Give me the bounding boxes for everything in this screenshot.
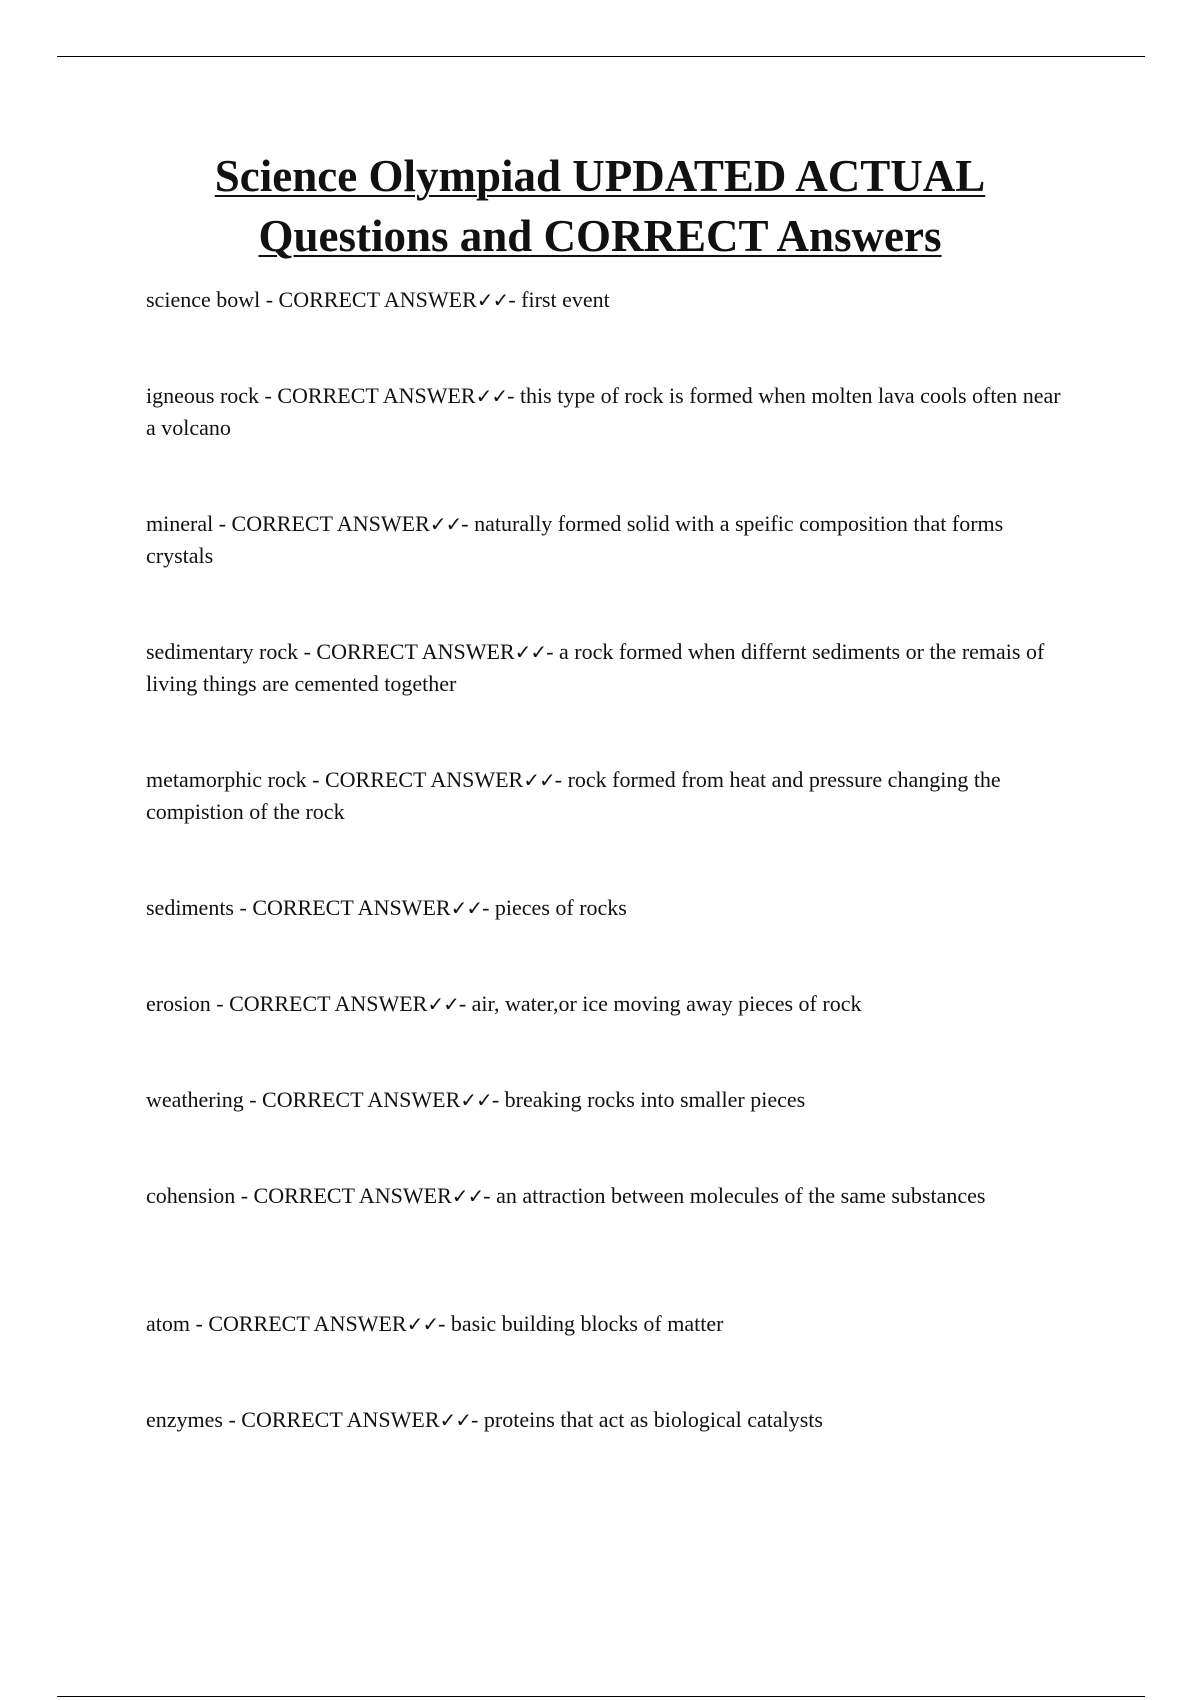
entry-definition: a rock formed when differnt sediments or the remais of living things are cemented together [146,639,1045,696]
answer-label: - CORRECT ANSWER [213,511,430,536]
check-mark-icon: ✓✓ [475,384,508,408]
title-line-2: Questions and CORRECT Answers [258,211,942,261]
answer-label: - CORRECT ANSWER [222,1407,440,1432]
list-item [146,284,1066,380]
entry-definition: breaking rocks into smaller pieces [504,1087,806,1112]
separator: - [482,895,495,920]
answer-label: - CORRECT ANSWER [243,1087,461,1112]
entry-term: mineral [146,511,214,536]
bottom-rule [57,1696,1145,1697]
entry-term: igneous rock [146,383,260,408]
entry-definition: this type of rock is formed when molten lava cools often near a volcano [146,383,1061,440]
list-item [146,636,1066,764]
answer-label: - CORRECT ANSWER [234,895,451,920]
check-mark-icon: ✓✓ [451,1184,484,1208]
list-item [146,508,1066,636]
check-mark-icon: ✓✓ [429,512,462,536]
answer-label: - CORRECT ANSWER [306,767,524,792]
entry-term: cohension [146,1183,236,1208]
check-mark-icon: ✓✓ [476,288,509,312]
top-rule [57,56,1145,57]
entry-term: atom [146,1311,190,1336]
check-mark-icon: ✓✓ [406,1312,439,1336]
answer-label: - CORRECT ANSWER [210,991,428,1016]
page-title [100,146,1100,266]
answer-label: - CORRECT ANSWER [235,1183,452,1208]
answer-label: - CORRECT ANSWER [190,1311,407,1336]
answer-label: - CORRECT ANSWER [260,287,477,312]
list-item [146,1180,1066,1308]
separator: - [458,991,472,1016]
list-item [146,764,1066,892]
check-mark-icon: ✓✓ [523,768,555,792]
entry-definition: naturally formed solid with a speific composition that forms crystals [146,511,1004,568]
entry-term: weathering [146,1087,244,1112]
check-mark-icon: ✓✓ [460,1088,492,1112]
entry-term: sediments [146,895,234,920]
separator: - [438,1311,451,1336]
list-item [146,892,1066,988]
entry-term: erosion [146,991,211,1016]
check-mark-icon: ✓✓ [450,896,483,920]
entry-definition: pieces of rocks [494,895,627,920]
entry-term: sedimentary rock [146,639,299,664]
entry-term: science bowl [146,287,261,312]
answer-label: - CORRECT ANSWER [298,639,515,664]
entry-definition: proteins that act as biological catalysts [483,1407,823,1432]
entry-definition: first event [521,287,610,312]
entry-term: metamorphic rock [146,767,307,792]
separator: - [546,639,560,664]
list-item [146,988,1066,1084]
list-item [146,1084,1066,1180]
entry-definition: an attraction between molecules of the same substances [496,1183,986,1208]
check-mark-icon: ✓✓ [439,1408,472,1432]
answer-list [146,284,1066,1500]
separator: - [554,767,568,792]
title-line-1: Science Olympiad UPDATED ACTUAL [214,151,986,201]
answer-label: - CORRECT ANSWER [259,383,476,408]
separator: - [491,1087,505,1112]
entry-definition: air, water,or ice moving away pieces of rock [471,991,862,1016]
check-mark-icon: ✓✓ [427,992,459,1016]
check-mark-icon: ✓✓ [514,640,547,664]
list-item [146,380,1066,508]
list-item [146,1404,1066,1500]
entry-definition: basic building blocks of matter [450,1311,724,1336]
separator: - [507,383,520,408]
list-item [146,1308,1066,1404]
entry-definition: rock formed from heat and pressure changing the compistion of the rock [146,767,1001,824]
separator: - [461,511,475,536]
separator: - [471,1407,484,1432]
entry-term: enzymes [146,1407,223,1432]
separator: - [483,1183,497,1208]
separator: - [508,287,522,312]
